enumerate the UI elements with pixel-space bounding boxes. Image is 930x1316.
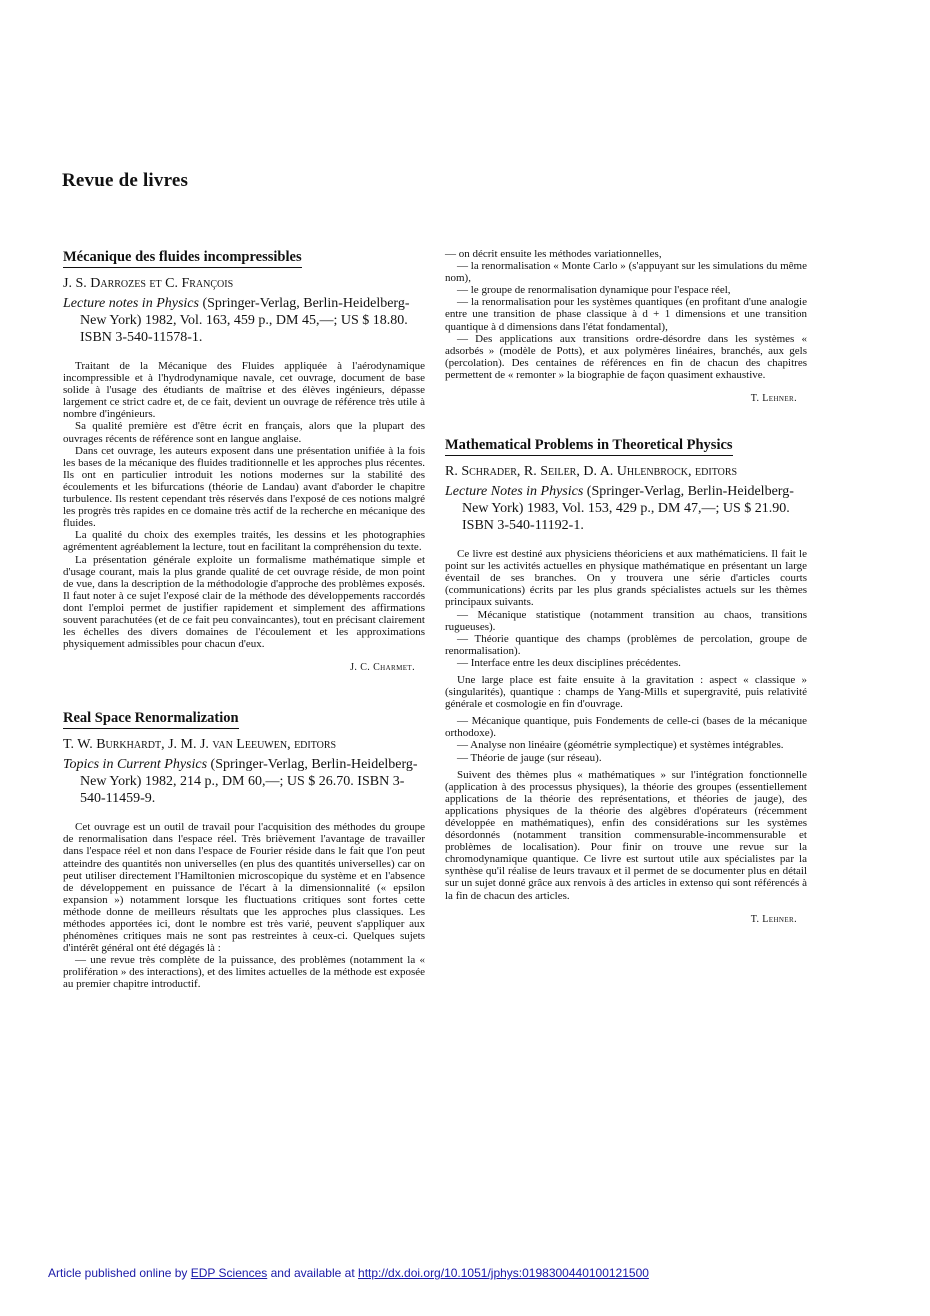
paragraph: — on décrit ensuite les méthodes variationnelles, bbox=[445, 248, 662, 260]
paragraph: Ce livre est destiné aux physiciens théoriciens et aux mathématiciens. Il fait le point sur les activités actuelles en physique mathématique en présentant un large éventail de ses branches. On y trouvera une série d'articles courts (communications) écrits par les plus grands spécialistes actuels sur les thèmes principaux suivants. bbox=[445, 548, 807, 609]
paragraph: — Théorie quantique des champs (problèmes de percolation, groupe de renormalisation). bbox=[445, 632, 807, 657]
paragraph: — Mécanique statistique (notamment transition au chaos, transitions rugueuses). bbox=[445, 608, 807, 633]
paragraph: Suivent des thèmes plus « mathématiques » sur l'intégration fonctionnelle (application à des processus physiques), la théorie des groupes (essentiellement applications de la théorie des représentations, et théories de jauge), des applications physiques de la théorie des algèbres d'opérateurs (récemment développée en mathématiques), enfin des considérations sur les systèmes désordonnés (notamment transition commensurable-incommensurable et problèmes de localisation). Pour finir on trouve une revue sur la chromodynamique quantique. Ce livre est surtout utile aux spécialistes par la synthèse qu'il réalise de leurs travaux et il permet de se documenter plus en détail sur un sujet donné grâce aux renvois à des articles in extenso qui sont référencés à la fin de chacun des articles. bbox=[445, 768, 807, 902]
review-renormalization bbox=[63, 709, 425, 990]
review-series: Topics in Current Physics bbox=[63, 757, 208, 773]
review-citation bbox=[63, 756, 425, 807]
paragraph: La qualité du choix des exemples traités, les dessins et les photographies agrémentent agréablement la lecture, tout en facilitant la compréhension du texte. bbox=[63, 529, 425, 554]
review-publication: (Springer-Verlag, Berlin-Heidelberg-New York) 1982, 214 p., DM 60,—; US $ 26.70. ISBN 3-540-11459-9. bbox=[80, 757, 418, 807]
paragraph: — Mécanique quantique, puis Fondements de celle-ci (bases de la mécanique orthodoxe). bbox=[445, 715, 807, 740]
paragraph: — une revue très complète de la puissance, des problèmes (notamment la « prolifération » des interactions), et des limites actuelles de la méthode est exposée au premier chapitre introductif. bbox=[63, 954, 425, 991]
review-series: Lecture notes in Physics bbox=[63, 296, 199, 311]
review-citation bbox=[445, 483, 807, 534]
publisher-link[interactable]: EDP Sciences bbox=[190, 1266, 268, 1280]
paragraph: Cet ouvrage est un outil de travail pour l'acquisition des méthodes du groupe de renormalisation dans l'espace réel. Très brièvement l'avantage de travailler dans l'espace réel et non dans l'espace de Fourier réside dans le fait que l'on peut atteindre des quantités non universelles (en plus des quantités universelles) car on peut utiliser directement l'Hamiltonien microscopique du système et en l'absence de développement en puissance de l'écart à la dimensionnalité (« epsilon expansion ») notamment lorsque les fluctuations critiques sont fortes cette méthode donne de meilleurs résultats que les approches plus classiques. Les méthodes apportées ici, dont le nombre est très varié, peuvent s'appliquer aux phénomènes critiques mais ne sont pas restreintes à ceux-ci. Quelques sujets d'intérêt général ont été dégagés là : bbox=[63, 821, 425, 955]
paragraph: Sa qualité première est d'être écrit en français, alors que la plupart des ouvrages récents de référence sont en langue anglaise. bbox=[63, 420, 425, 445]
paragraph: — Des applications aux transitions ordre-désordre dans les systèmes « adsorbés » (modèle de Potts), et aux polymères linéaires, branchés, aux gels (percolation). Des centaines de références en fin de chacun des chapitres permettent de « remonter » la biographie de façon quasiment exhaustive. bbox=[445, 332, 807, 381]
page-title: Revue de livres bbox=[62, 170, 189, 191]
review-signature: T. Lehner. bbox=[750, 393, 797, 405]
review-body bbox=[63, 821, 425, 990]
footer bbox=[48, 1266, 649, 1280]
review-authors: T. W. Burkhardt, J. M. J. van Leeuwen, editors bbox=[63, 737, 337, 753]
paragraph: — Analyse non linéaire (géométrie symplectique) et systèmes intégrables. bbox=[457, 739, 784, 752]
review-fluides bbox=[63, 248, 425, 673]
review-title: Real Space Renormalization bbox=[63, 710, 239, 729]
paragraph: — la renormalisation « Monte Carlo » (s'appuyant sur les simulations du même nom), bbox=[445, 260, 807, 285]
paragraph: — le groupe de renormalisation dynamique pour l'espace réel, bbox=[457, 284, 731, 297]
paragraph: Une large place est faite ensuite à la gravitation : aspect « classique » (singularités), quantique : champs de Yang-Mills et supergravité, puis relativité générale et cosmologie en fin d'ouvrage. bbox=[445, 673, 807, 711]
review-body bbox=[63, 360, 425, 650]
review-authors: R. Schrader, R. Seiler, D. A. Uhlenbrock, editors bbox=[445, 464, 738, 480]
review-series: Lecture Notes in Physics bbox=[445, 484, 584, 500]
paragraph: — Interface entre les deux disciplines précédentes. bbox=[457, 656, 681, 669]
review-signature: T. Lehner. bbox=[750, 913, 797, 925]
review-title: Mathematical Problems in Theoretical Physics bbox=[445, 437, 733, 456]
review-body bbox=[445, 548, 807, 902]
review-title: Mécanique des fluides incompressibles bbox=[63, 249, 302, 268]
review-publication: (Springer-Verlag, Berlin-Heidelberg-New York) 1983, Vol. 153, 429 p., DM 47,—; US $ 21.90. ISBN 3-540-11192-1. bbox=[462, 484, 794, 534]
paragraph: Traitant de la Mécanique des Fluides appliquée à l'aérodynamique incompressible et à l'hydrodynamique navale, cet ouvrage, document de base solide à l'usage des étudiants de maîtrise et des élèves ingénieurs, dépasse largement ce strict cadre et, de ce fait, devient un ouvrage de référence très utile à nombre d'ingénieurs. bbox=[63, 360, 425, 421]
left-column bbox=[63, 248, 425, 991]
paragraph: Dans cet ouvrage, les auteurs exposent dans une présentation unifiée à la fois les bases de la mécanique des fluides traditionnelle et les approches plus récentes. Ils ont en particulier introduit les notions modernes sur la stabilité des écoulements et les bifurcations (théorie de Landau) avant d'aborder le chapitre turbulence. Ils restent cependant très réservés dans l'exposé de ces notions malgré les progrès très rapides en ce domaine très actif de la recherche en mécanique des fluides. bbox=[63, 444, 425, 530]
paragraph: — Théorie de jauge (sur réseau). bbox=[457, 751, 602, 764]
paragraph: La présentation générale exploite un formalisme mathématique simple et d'usage courant, mais la plus grande qualité de cet ouvrage réside, de mon point de vue, dans la description de la méthodologie d'approche des problèmes exposés. Il faut noter à ce sujet l'exposé clair de la méthode des développements raccordés dont l'emploi permet de justifier rapidement et simplement des affirmations souvent parachutées (et de ce fait peu convaincantes), tout en précisant clairement les échelles des divers domaines de l'écoulement et les approximations physiquement admissibles pour chacun d'eux. bbox=[63, 553, 425, 651]
paragraph: — la renormalisation pour les systèmes quantiques (en profitant d'une analogie entre une transition de phase classique à d + 1 dimensions et une transition quantique à d dimensions dans l'état fondamental), bbox=[445, 296, 807, 333]
footer-middle: and available at bbox=[270, 1266, 355, 1280]
review-citation bbox=[63, 295, 425, 346]
review-signature: J. C. Charmet. bbox=[350, 662, 415, 674]
doi-link[interactable]: http://dx.doi.org/10.1051/jphys:0198300440100121500 bbox=[358, 1266, 649, 1280]
footer-prefix: Article published online by bbox=[48, 1266, 188, 1280]
right-column bbox=[445, 248, 807, 925]
review-math-problems bbox=[445, 436, 807, 925]
review-body-continued bbox=[445, 248, 807, 381]
review-authors: J. S. Darrozes et C. François bbox=[63, 276, 234, 291]
review-publication: (Springer-Verlag, Berlin-Heidelberg-New York) 1982, Vol. 163, 459 p., DM 45,—; US $ 18.80. ISBN 3-540-11578-1. bbox=[80, 296, 410, 345]
